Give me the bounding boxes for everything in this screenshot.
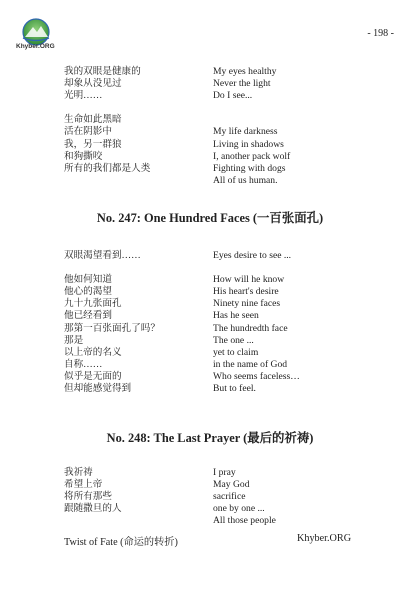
zh-line: 似乎是无面的 xyxy=(64,370,122,382)
zh-line: 双眼渴望看到…… xyxy=(64,250,141,261)
zh-line: 将所有那些 xyxy=(64,491,112,503)
poem-top-chinese xyxy=(64,66,150,175)
zh-line: 我祈祷 xyxy=(64,467,93,478)
en-line: Never the light xyxy=(213,78,271,90)
poem-247-chinese xyxy=(64,250,160,395)
zh-line: 活在阴影中 xyxy=(64,126,112,138)
en-line: The hundredth face xyxy=(213,322,288,334)
en-line: I pray xyxy=(213,467,236,478)
poem-247-english xyxy=(213,250,300,395)
zh-line: 和狗撕咬 xyxy=(64,150,103,162)
zh-line: 却象从没见过 xyxy=(64,78,122,90)
page-number: - 198 - xyxy=(367,28,394,39)
en-line: But to feel. xyxy=(213,383,256,395)
en-line: Ninety nine faces xyxy=(213,298,281,310)
zh-line: 那是 xyxy=(64,334,84,346)
footer-book-title: Twist of Fate (命运的转折) xyxy=(64,537,178,548)
en-line: Who seems faceless… xyxy=(213,370,300,382)
en-line: I, another pack wolf xyxy=(213,150,291,162)
zh-line: 我的双眼是健康的 xyxy=(64,66,141,77)
en-line: Has he seen xyxy=(213,310,259,322)
en-line: His heart's desire xyxy=(213,286,279,298)
zh-line: 光明…… xyxy=(64,90,103,102)
zh-line: 以上帝的名义 xyxy=(64,346,122,358)
poem-248-english xyxy=(213,467,276,527)
en-line: Eyes desire to see ... xyxy=(213,250,292,261)
zh-line: 九十九张面孔 xyxy=(64,298,122,310)
en-line: Fighting with dogs xyxy=(213,162,286,174)
en-line xyxy=(213,114,290,126)
poem-248-title: No. 248: The Last Prayer (最后的祈祷) xyxy=(106,431,314,445)
zh-line: 自称…… xyxy=(64,358,103,370)
en-line: How will he know xyxy=(213,274,285,286)
en-line: All those people xyxy=(213,515,276,527)
en-line: May God xyxy=(213,479,250,491)
en-line: All of us human. xyxy=(213,174,278,186)
zh-line: 但却能感觉得到 xyxy=(64,383,132,395)
zh-line xyxy=(64,102,150,114)
poem-top-english xyxy=(213,66,290,187)
en-line xyxy=(213,262,300,274)
en-line: My life darkness xyxy=(213,126,278,138)
en-line: one by one ... xyxy=(213,503,265,515)
en-line: in the name of God xyxy=(213,358,288,370)
poem-248-chinese xyxy=(64,467,122,515)
en-line: sacrifice xyxy=(213,491,246,503)
zh-line: 生命如此黑暗 xyxy=(64,114,122,126)
en-line: My eyes healthy xyxy=(213,66,277,77)
poem-247-title: No. 247: One Hundred Faces (一百张面孔) xyxy=(96,211,324,225)
logo-text: Khyber.ORG xyxy=(16,43,55,50)
zh-line: 跟随撒旦的人 xyxy=(64,503,122,515)
zh-line: 所有的我们都是人类 xyxy=(64,162,151,174)
en-line: The one ... xyxy=(213,334,254,346)
footer-site: Khyber.ORG xyxy=(297,533,352,544)
zh-line: 他心的渴望 xyxy=(64,286,112,298)
zh-line: 那第一百张面孔了吗？ xyxy=(64,322,160,334)
zh-line: 他已经看到 xyxy=(64,310,112,322)
zh-line xyxy=(64,262,160,274)
en-line: Do I see... xyxy=(213,90,253,102)
zh-line: 我，另一群狼 xyxy=(64,138,122,150)
zh-line: 他如何知道 xyxy=(64,274,112,286)
en-line: Living in shadows xyxy=(213,138,284,150)
zh-line: 希望上帝 xyxy=(64,479,103,491)
en-line: yet to claim xyxy=(213,346,259,358)
en-line xyxy=(213,102,290,114)
